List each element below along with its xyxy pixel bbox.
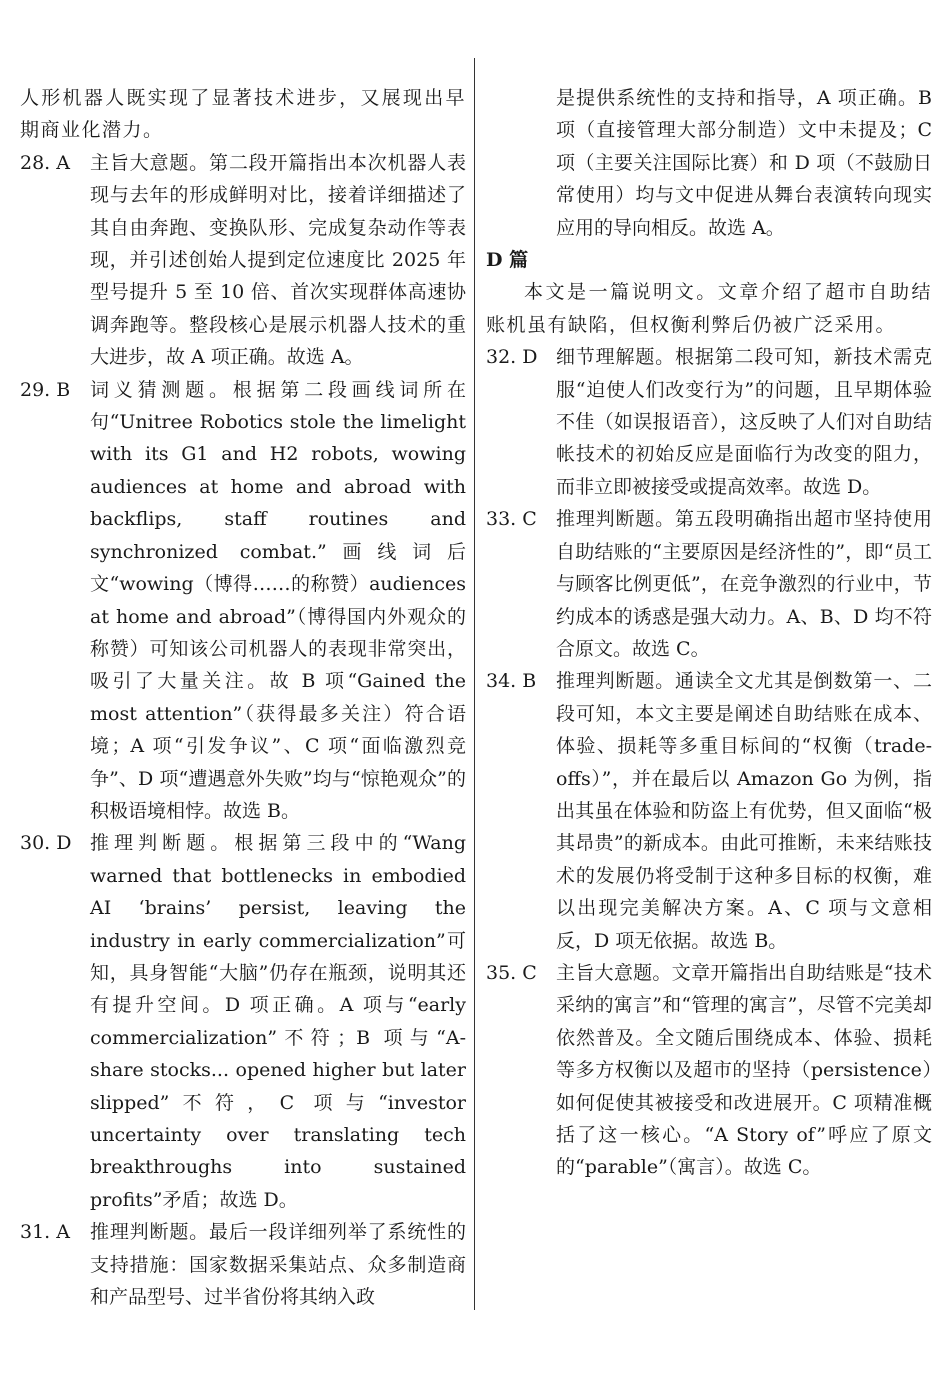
answer-item-32 [486,341,932,503]
answer-number: 30. D [20,832,72,855]
answer-explanation: 推理判断题。第五段明确指出超市坚持使用自助结账的“主要原因是经济性的”，即“员工与顾客比例更低”，在竞争激烈的行业中，节约成本的诱惑是强大动力。A、B、D 均不符合原文。故选 C。 [556,508,932,660]
answer-item-31-continued [486,82,932,244]
answer-item-29 [20,374,466,828]
section-heading: D 篇 [486,249,529,272]
answer-number: 32. D [486,346,538,369]
answer-number: 28. A [20,151,70,174]
answer-explanation: 推理判断题。最后一段详细列举了系统性的支持措施：国家数据采集站点、众多制造商和产品型号、过半省份将其纳入政 [90,1221,466,1309]
answer-number: 31. A [20,1221,70,1244]
answer-explanation: 推理判断题。根据第三段中的“Wang warned that bottlenecks in embodied AI ‘brains’ persist, leaving the industry in early commercialization”可知，具身智能“大脑”仍存在瓶颈，说明其还有提升空间。D 项正确。A 项与“early commercialization”不符；B 项与“A-share stocks... opened higher but later slipped”不符，C 项与“investor uncertainty over translating tech breakthroughs into sustained profits”矛盾；故选 D。 [90,832,466,1211]
column-divider [474,58,475,1310]
answer-item-28 [20,147,466,374]
answer-item-35 [486,957,932,1184]
answer-explanation: 细节理解题。根据第二段可知，新技术需克服“迫使人们改变行为”的问题，且早期体验不佳（如误报语音），这反映了人们对自助结帐技术的初始反应是面临行为改变的阻力，而非立即被接受或提高效率。故选 D。 [556,346,932,498]
continued-paragraph: 人形机器人既实现了显著技术进步，又展现出早期商业化潜力。 [20,87,466,142]
right-column [486,82,932,1184]
answer-number: 29. B [20,378,71,401]
answer-explanation: 主旨大意题。第二段开篇指出本次机器人表现与去年的形成鲜明对比，接着详细描述了其自由奔跑、变换队形、完成复杂动作等表现，并引述创始人提到定位速度比 2025 年型号提升 5 至 10 倍、首次实现群体高速协调奔跑等。整段核心是展示机器人技术的重大进步，故 A 项正确。故选 A。 [90,151,466,369]
answer-explanation: 主旨大意题。文章开篇指出自助结账是“技术采纳的寓言”和“管理的寓言”，尽管不完美却依然普及。全文随后围绕成本、体验、损耗等多方权衡以及超市的坚持（persistence）如何促使其被接受和改进展开。C 项精准概括了这一核心。“A Story of”呼应了原文的“parable”（寓言）。故选 C。 [556,961,932,1179]
answer-explanation: 词义猜测题。根据第二段画线词所在句“Unitree Robotics stole the limelight with its G1 and H2 robots, wowing audiences at home and abroad with backflips, staff routines and synchronized combat.”画线词后文“wowing（博得……的称赞）audiences at home and abroad”（博得国内外观众的称赞）可知该公司机器人的表现非常突出，吸引了大量关注。故 B 项“Gained the most attention”（获得最多关注）符合语境；A 项“引发争议”、C 项“面临激烈竞争”、D 项“遭遇意外失败”均与“惊艳观众”的积极语境相悖。故选 B。 [90,378,466,822]
answer-explanation: 推理判断题。通读全文尤其是倒数第一、二段可知，本文主要是阐述自助结账在成本、体验、损耗等多重目标间的“权衡（trade-offs）”，并在最后以 Amazon Go 为例，指出其虽在体验和防盗上有优势，但又面临“极其昂贵”的新成本。由此可推断，未来结账技术的发展仍将受制于这种多目标的权衡，难以出现完美解决方案。A、C 项与文意相反，D 项无依据。故选 B。 [556,670,932,952]
answer-item-33 [486,503,932,665]
answer-item-34 [486,665,932,957]
answer-number: 35. C [486,961,537,984]
answer-number: 34. B [486,670,537,693]
left-column [20,82,466,1313]
answer-number: 33. C [486,508,537,531]
answer-item-31 [20,1216,466,1313]
answer-explanation-continued: 是提供系统性的支持和指导，A 项正确。B 项（直接管理大部分制造）文中未提及；C 项（主要关注国际比赛）和 D 项（不鼓励日常使用）均与文中促进从舞台表演转向现实应用的导向相反。故选 A。 [556,87,932,239]
answer-item-30 [20,827,466,1216]
section-summary: 本文是一篇说明文。文章介绍了超市自助结账机虽有缺陷，但权衡利弊后仍被广泛采用。 [486,281,932,336]
